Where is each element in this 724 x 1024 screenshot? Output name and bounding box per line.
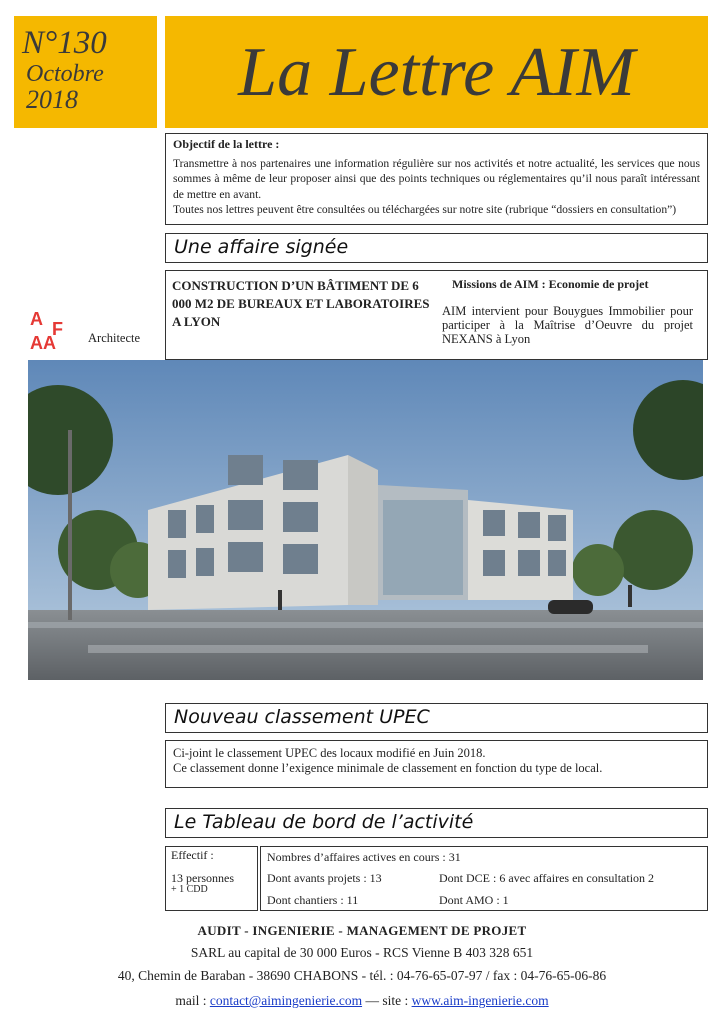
website-link[interactable]: www.aim-ingenierie.com [411, 993, 549, 1008]
objectif-heading: Objectif de la lettre : [173, 137, 280, 151]
footer-tagline: AUDIT - INGENIERIE - MANAGEMENT DE PROJET [197, 923, 527, 938]
section-heading-tableau: Le Tableau de bord de l’activité [165, 808, 708, 838]
issue-month: Octobre [26, 61, 104, 87]
amo: Dont AMO : 1 [439, 893, 509, 907]
avants-projets: Dont avants projets : 13 [267, 871, 382, 885]
footer-company: SARL au capital de 30 000 Euros - RCS Vienne B 403 328 651 [190, 945, 534, 960]
site-separator: — site : [362, 993, 412, 1008]
project-title: CONSTRUCTION D’UN BÂTIMENT DE 6 000 M2 DE BUREAUX ET LABORATOIRES A LYON [172, 278, 430, 329]
mission-label: Missions de AIM : Economie de projet [452, 277, 649, 291]
architect-label: Architecte [88, 331, 141, 345]
svg-text:AA: AA [30, 333, 56, 353]
dce: Dont DCE : 6 avec affaires en consultation 2 [439, 871, 655, 885]
project-description: AIM intervient pour Bouygues Immobilier pour participer à la Maîtrise d’Oeuvre du projet NEXANS à Lyon [442, 304, 693, 346]
architect-logo [30, 305, 78, 353]
upec-box [165, 740, 708, 788]
objectif-paragraph: Transmettre à nos partenaires une information régulière sur nos activités et notre actualité, les services que nous sommes à même de leur proposer ainsi que des points techniques ou réglementaires qu’il nous paraît intéressant de mettre en avant. [173, 156, 700, 201]
chantiers: Dont chantiers : 11 [267, 893, 359, 907]
effectif-label: Effectif : [171, 848, 214, 862]
mail-label: mail : [175, 993, 210, 1008]
issue-year: 2018 [26, 85, 78, 114]
svg-text:F: F [52, 319, 63, 339]
building-rendering-image [28, 360, 703, 680]
activite-box [260, 846, 708, 911]
page-title: La Lettre AIM [238, 34, 635, 111]
svg-text:A: A [30, 309, 43, 329]
section-heading-affaire: Une affaire signée [165, 233, 708, 263]
effectif-extra: + 1 CDD [171, 884, 208, 895]
section-heading-upec: Nouveau classement UPEC [165, 703, 708, 733]
objectif-box [165, 133, 708, 225]
issue-number: N°130 [22, 25, 107, 61]
email-link[interactable]: contact@aimingenierie.com [209, 993, 363, 1008]
footer-contact [0, 993, 724, 1009]
upec-line-1: Ci-joint le classement UPEC des locaux modifié en Juin 2018. [173, 746, 486, 760]
upec-line-2: Ce classement donne l’exigence minimale de classement en fonction du type de local. [173, 761, 603, 775]
effectif-value: 13 personnes [171, 871, 234, 885]
effectif-box [165, 846, 258, 911]
affaires-actives: Nombres d’affaires actives en cours : 31 [267, 850, 461, 864]
objectif-note: Toutes nos lettres peuvent être consultées ou téléchargées sur notre site (rubrique “dossiers en consultation”) [173, 203, 677, 216]
footer-address: 40, Chemin de Baraban - 38690 CHABONS - tél. : 04-76-65-07-97 / fax : 04-76-65-06-86 [117, 968, 607, 983]
